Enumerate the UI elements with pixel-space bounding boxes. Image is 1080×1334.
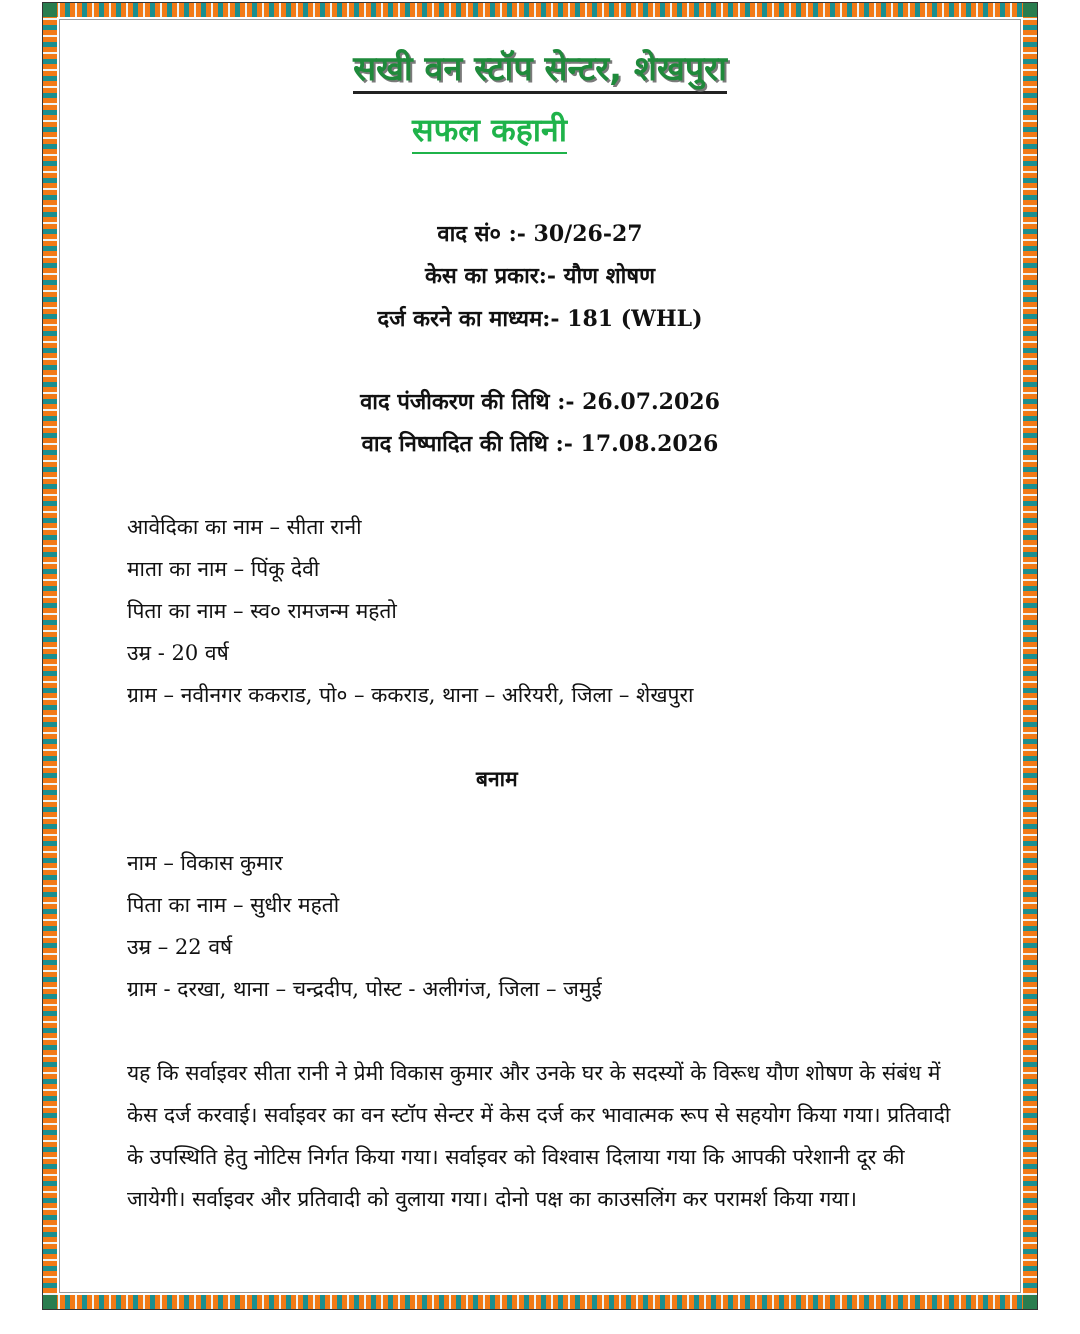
page-subtitle-text: सफल कहानी <box>412 111 567 154</box>
page-subtitle <box>412 108 567 151</box>
border-corner <box>43 1295 57 1309</box>
border-corner <box>43 3 57 17</box>
respondent-address: ग्राम - दरखा, थाना – चन्द्रदीप, पोस्ट - अलीगंज, जिला – जमुई <box>127 977 602 1001</box>
versus-heading: बनाम <box>476 766 518 791</box>
respondent-name: नाम – विकास कुमार <box>127 851 283 875</box>
respondent-father: पिता का नाम – सुधीर महतो <box>127 893 340 917</box>
border-top <box>43 3 1037 17</box>
page-title <box>0 44 1080 90</box>
registration-date: वाद पंजीकरण की तिथि :- 26.07.2026 <box>360 389 720 415</box>
applicant-age: उम्र - 20 वर्ष <box>127 641 229 665</box>
disposal-date: वाद निष्पादित की तिथि :- 17.08.2026 <box>361 431 719 457</box>
case-summary-paragraph: यह कि सर्वाइवर सीता रानी ने प्रेमी विकास कुमार और उनके घर के सदस्यों के विरूध यौण शोषण के संबंध में केस दर्ज करवाई। सर्वाइवर का वन स्टॉप सेन्टर में केस दर्ज कर भावात्मक रूप से सहयोग किया गया। प्रतिवादी के उपस्थिति हेतु नोटिस निर्गत किया गया। सर्वाइवर को विश्वास दिलाया गया कि आपकी परेशानी दूर की जायेगी। सर्वाइवर और प्रतिवादी को वुलाया गया। दोनो पक्ष का काउसलिंग कर परामर्श किया गया। <box>127 1061 951 1211</box>
case-type: केस का प्रकार:- यौण शोषण <box>424 263 655 289</box>
border-left <box>43 3 57 1309</box>
case-number: वाद सं० :- 30/26-27 <box>437 221 643 247</box>
applicant-name: आवेदिका का नाम – सीता रानी <box>127 515 362 539</box>
applicant-address: ग्राम – नवीनगर ककराड, पो० – ककराड, थाना – अरियरी, जिला – शेखपुरा <box>127 683 694 707</box>
respondent-age: उम्र – 22 वर्ष <box>127 935 233 959</box>
applicant-father: पिता का नाम – स्व० रामजन्म महतो <box>127 599 397 623</box>
border-corner <box>1023 1295 1037 1309</box>
border-bottom <box>43 1295 1037 1309</box>
case-medium: दर्ज करने का माध्यम:- 181 (WHL) <box>377 306 703 332</box>
page-title-text: सखी वन स्टॉप सेन्टर, शेखपुरा <box>353 49 727 94</box>
applicant-mother: माता का नाम – पिंकू देवी <box>127 557 320 581</box>
border-corner <box>1023 3 1037 17</box>
border-right <box>1023 3 1037 1309</box>
